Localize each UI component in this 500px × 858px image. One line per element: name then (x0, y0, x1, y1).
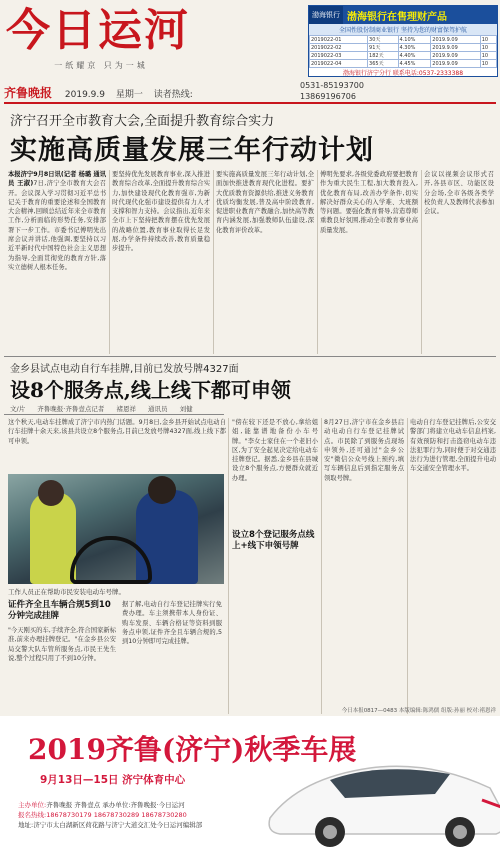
lead-kicker: 济宁召开全市教育大会,全面提升教育综合实力 (10, 114, 275, 129)
photo-officer-head (148, 476, 176, 504)
page-footer: 今日本报0817—0483 本版编辑:陈鸿儒 组版:孙丽 校对:褚恩祥 (341, 708, 496, 714)
byline-part: 齐鲁晚报·齐鲁壹点记者 (37, 405, 105, 413)
auto-show-info (18, 800, 318, 830)
story2-rule (4, 414, 224, 415)
organizer-label: 主办单位: (18, 801, 47, 809)
bank-product-row (310, 44, 497, 52)
bank-product-cell: 10 (480, 60, 496, 68)
bank-product-cell: 10 (480, 36, 496, 44)
story2-kicker: 金乡县试点电动自行车挂牌,目前已发放号牌4327面 (10, 364, 239, 375)
issue-weekday: 星期一 (115, 90, 143, 100)
bank-product-cell: 4.40% (398, 52, 431, 60)
column-divider (213, 170, 214, 354)
story2-column-1: "今天刚买的车,手续齐全,符合国家新标准,前来办理挂牌登记。"在金乡县公安局交警大队车管所服务点,市民王先生说,整个过程只用了不到10分钟。 (8, 627, 116, 662)
column-divider (321, 418, 322, 714)
issue-line (4, 84, 304, 101)
address-label: 地址: (18, 821, 34, 829)
hotline-numbers (300, 80, 364, 102)
bank-product-cell: 2019.9.09 (431, 52, 480, 60)
issue-date: 2019.9.9 (64, 90, 105, 100)
section-divider (4, 356, 496, 357)
address-text: 济宁市太白湖新区荷花路与济宁大道交汇处今日运河编辑部 (33, 821, 203, 829)
story2-column-2: 据了解,电动自行车登记挂牌实行免费办理。车主须携带本人身份证、购车发票、车辆合格证等资料到服务点申领,证件齐全且车辆合规的,5到10分钟即可完成挂牌。 (122, 601, 222, 646)
bank-ad-title: 渤海银行在售理财产品 (347, 11, 447, 23)
lead-column-1-text: 7日,济宁全市教育大会召开。会议深入学习贯彻习近平总书记关于教育的重要论述和全国教育大会精神,回顾总结近年来全市教育工作,分析面临的形势任务,安排部署下一步工作。市委书记傅明先出席会议并讲话,他强调,要坚持以习近平新时代中国特色社会主义思想为指导,全面贯彻党的教育方针,落实立德树人根本任务。 (8, 180, 106, 271)
signup-hotline-label: 报名热线: (18, 811, 47, 819)
story2-byline (10, 404, 203, 413)
news-photo (8, 474, 224, 584)
hotline-number-1: 0531-85193700 (300, 81, 364, 90)
story2-lede: 这个秋天,电动车挂牌成了济宁市内热门话题。9月8日,金乡县开始试点电动自行车挂牌十余天来,该县共设立8个服务点,目前已发放号牌4327面,线上线下都可申领。 (8, 419, 226, 445)
bank-product-row (310, 52, 497, 60)
story2-headline: 设8个服务点,线上线下都可申领 (10, 378, 291, 402)
bank-product-cell: 365天 (368, 60, 398, 68)
column-divider (109, 170, 110, 354)
bank-product-cell: 2019.9.09 (431, 36, 480, 44)
story2-column-5: 电动自行车登记挂牌后,公安交警部门将建立电动车信息档案,有效预防和打击盗窃电动车违法犯罪行为,同时便于对交通违法行为进行管理,全面提升电动车交通安全管理水平。 (410, 419, 496, 473)
bank-product-table (309, 35, 497, 68)
bank-name: 渤海银行 (309, 6, 343, 24)
bank-product-cell: 2019.9.09 (431, 60, 480, 68)
bank-product-cell: 4.45% (398, 60, 431, 68)
bank-product-cell: 10 (480, 52, 496, 60)
bank-product-cell: 2019022-04 (310, 60, 368, 68)
bank-product-cell: 2019022-01 (310, 36, 368, 44)
masthead (0, 0, 500, 108)
lead-column-2: 要坚持优先发展教育事业,深入推进教育综合改革,全面提升教育综合实力,加快建设现代化教育强市,为新时代现代化强市建设提供有力人才支撑和智力支持。会议指出,近年来全市上下坚持把教育摆在优先发展的战略位置,教育事业取得长足发展,办学条件持续改善,教育质量稳步提升。 (112, 171, 210, 253)
column-divider (421, 170, 422, 354)
lead-column-1 (8, 170, 106, 354)
lead-column-5: 会议以视频会议形式召开,各县市区、功能区设分会场,全市各级各类学校负责人及教师代表参加会议。 (424, 171, 494, 216)
byline-part: 褚恩祥 (116, 405, 136, 413)
logo-text: 今日运河 (6, 5, 190, 56)
signup-hotline: 18678730179 18678730289 18678730280 (46, 811, 187, 819)
address-line (18, 820, 318, 830)
bank-product-cell: 2019.9.09 (431, 44, 480, 52)
photo-worker-head (38, 480, 64, 506)
bank-product-cell: 10 (480, 44, 496, 52)
lead-column-3: 要实施高质量发展三年行动计划,全面加快推进教育现代化进程。要扩大优质教育资源供给,推进义务教育优质均衡发展,普及高中阶段教育,促进职业教育产教融合,加快高等教育内涵发展,加强教师队伍建设,深化教育评价改革。 (216, 171, 314, 234)
column-divider (228, 418, 229, 714)
bank-product-cell: 4.30% (398, 44, 431, 52)
organizer-line (18, 800, 318, 810)
bank-product-row (310, 60, 497, 68)
lead-byline: 本报济宁9月8日讯(记者 杨璐 通讯员 王淑) (8, 171, 106, 188)
byline-part: 通讯员 (148, 405, 168, 413)
bank-product-cell: 2019022-02 (310, 44, 368, 52)
column-divider (317, 170, 318, 354)
brand-name: 齐鲁晚报 (4, 86, 53, 100)
hotline-line (18, 810, 318, 820)
masthead-rule (4, 102, 496, 104)
bank-product-cell: 30天 (368, 36, 398, 44)
story2-column-3: "傍在较下还是不放心,拿给姐姐,能靠谱地备份小车号牌。"李女士家住在一个老旧小区,为了安全起见决定给电动车挂牌登记。据悉,金乡县在县城设立8个服务点,方便群众就近办理。 (232, 419, 318, 482)
byline-part: 文/片 (10, 405, 26, 413)
bank-product-cell: 4.10% (398, 36, 431, 44)
bank-ad-subtitle: 全国性股份制商业银行 坚持为您的财富保驾护航 (309, 24, 497, 35)
hotline-number-2: 13869196706 (300, 92, 356, 101)
bank-advertisement (308, 5, 498, 77)
newspaper-logo (6, 6, 196, 72)
bank-product-cell: 2019022-03 (310, 52, 368, 60)
bank-product-cell: 91天 (368, 44, 398, 52)
column-divider (407, 418, 408, 714)
bank-product-cell: 182天 (368, 52, 398, 60)
bank-ad-header (309, 6, 497, 24)
story2-column-4: 8月27日,济宁市在金乡县启动电动自行车登记挂牌试点。市民除了到服务点现场申领外,还可通过"金乡公安"微信公众号线上预约,填写车辆信息后到指定服务点领取号牌。 (324, 419, 404, 482)
organizer-text: 齐鲁晚报 齐鲁壹点 承办单位:齐鲁晚报·今日运河 (46, 801, 185, 809)
auto-show-title: 2019齐鲁(济宁)秋季车展 (28, 733, 357, 766)
byline-part: 刘健 (179, 405, 193, 413)
photo-caption: 工作人员正在帮助市民安装电动车号牌。 (8, 588, 125, 596)
lead-column-4: 傅明先要求,各级党委政府要把教育作为重大民生工程,加大教育投入,优化教育布局,改善办学条件,切实解决好群众关心的入学难、大班额等问题。要强化教育督导,营造尊师重教良好氛围,推动全市教育事业高质量发展。 (320, 171, 418, 234)
bank-product-row (310, 36, 497, 44)
auto-show-date: 9月13日—15日 济宁体育中心 (40, 774, 186, 786)
story2-box-subhead: 设立8个登记服务点线上+线下申领号牌 (232, 528, 318, 554)
logo-slogan: 一纸耀京 只为一城 (54, 61, 148, 70)
hotline-label: 读者热线: (153, 90, 193, 100)
story2-subhead: 证件齐全且车辆合规5到10分钟完成挂牌 (8, 600, 111, 621)
bank-ad-footer: 渤海银行济宁分行 联系电话:0537-2333388 (342, 70, 464, 77)
lead-headline: 实施高质量发展三年行动计划 (10, 135, 374, 166)
